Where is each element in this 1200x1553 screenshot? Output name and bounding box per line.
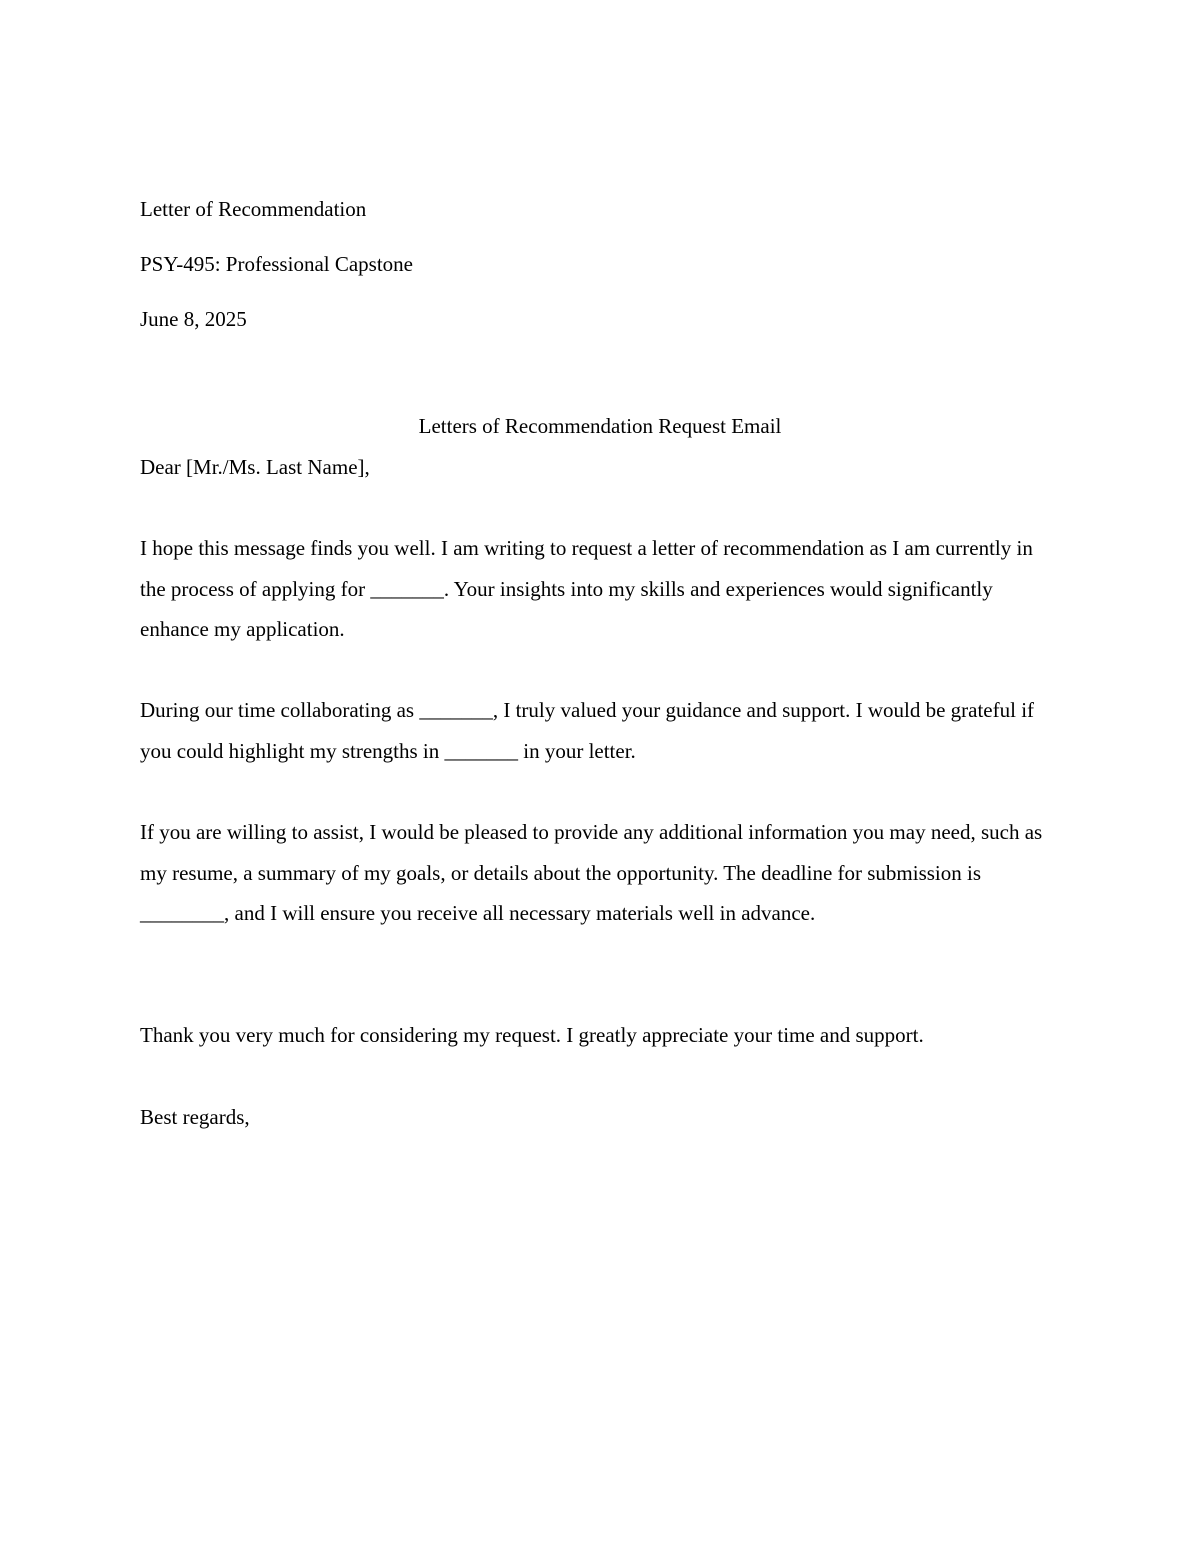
paragraph-collaboration: During our time collaborating as _______, I truly valued your guidance and support. I would be grateful if you could highlight my strengths in _______ in your letter.: [140, 698, 1035, 763]
document-label: Letter of Recommendation: [140, 197, 367, 221]
paragraph-request: I hope this message finds you well. I am writing to request a letter of recommendation as I am currently in the process of applying for _______. Your insights into my skills and experiences would significantly enhance my application.: [140, 536, 1033, 641]
course-name: PSY-495: Professional Capstone: [140, 252, 413, 276]
letter-date: June 8, 2025: [140, 307, 247, 331]
paragraph-thanks: Thank you very much for considering my request. I greatly appreciate your time and support.: [140, 1023, 924, 1047]
closing: Best regards,: [140, 1105, 250, 1129]
letter-title: Letters of Recommendation Request Email: [418, 414, 782, 438]
salutation: Dear [Mr./Ms. Last Name],: [140, 455, 370, 479]
paragraph-deadline: If you are willing to assist, I would be pleased to provide any additional information you may need, such as my resume, a summary of my goals, or details about the opportunity. The deadline for submission is ________, and I will ensure you receive all necessary materials well in advance.: [140, 820, 1043, 925]
